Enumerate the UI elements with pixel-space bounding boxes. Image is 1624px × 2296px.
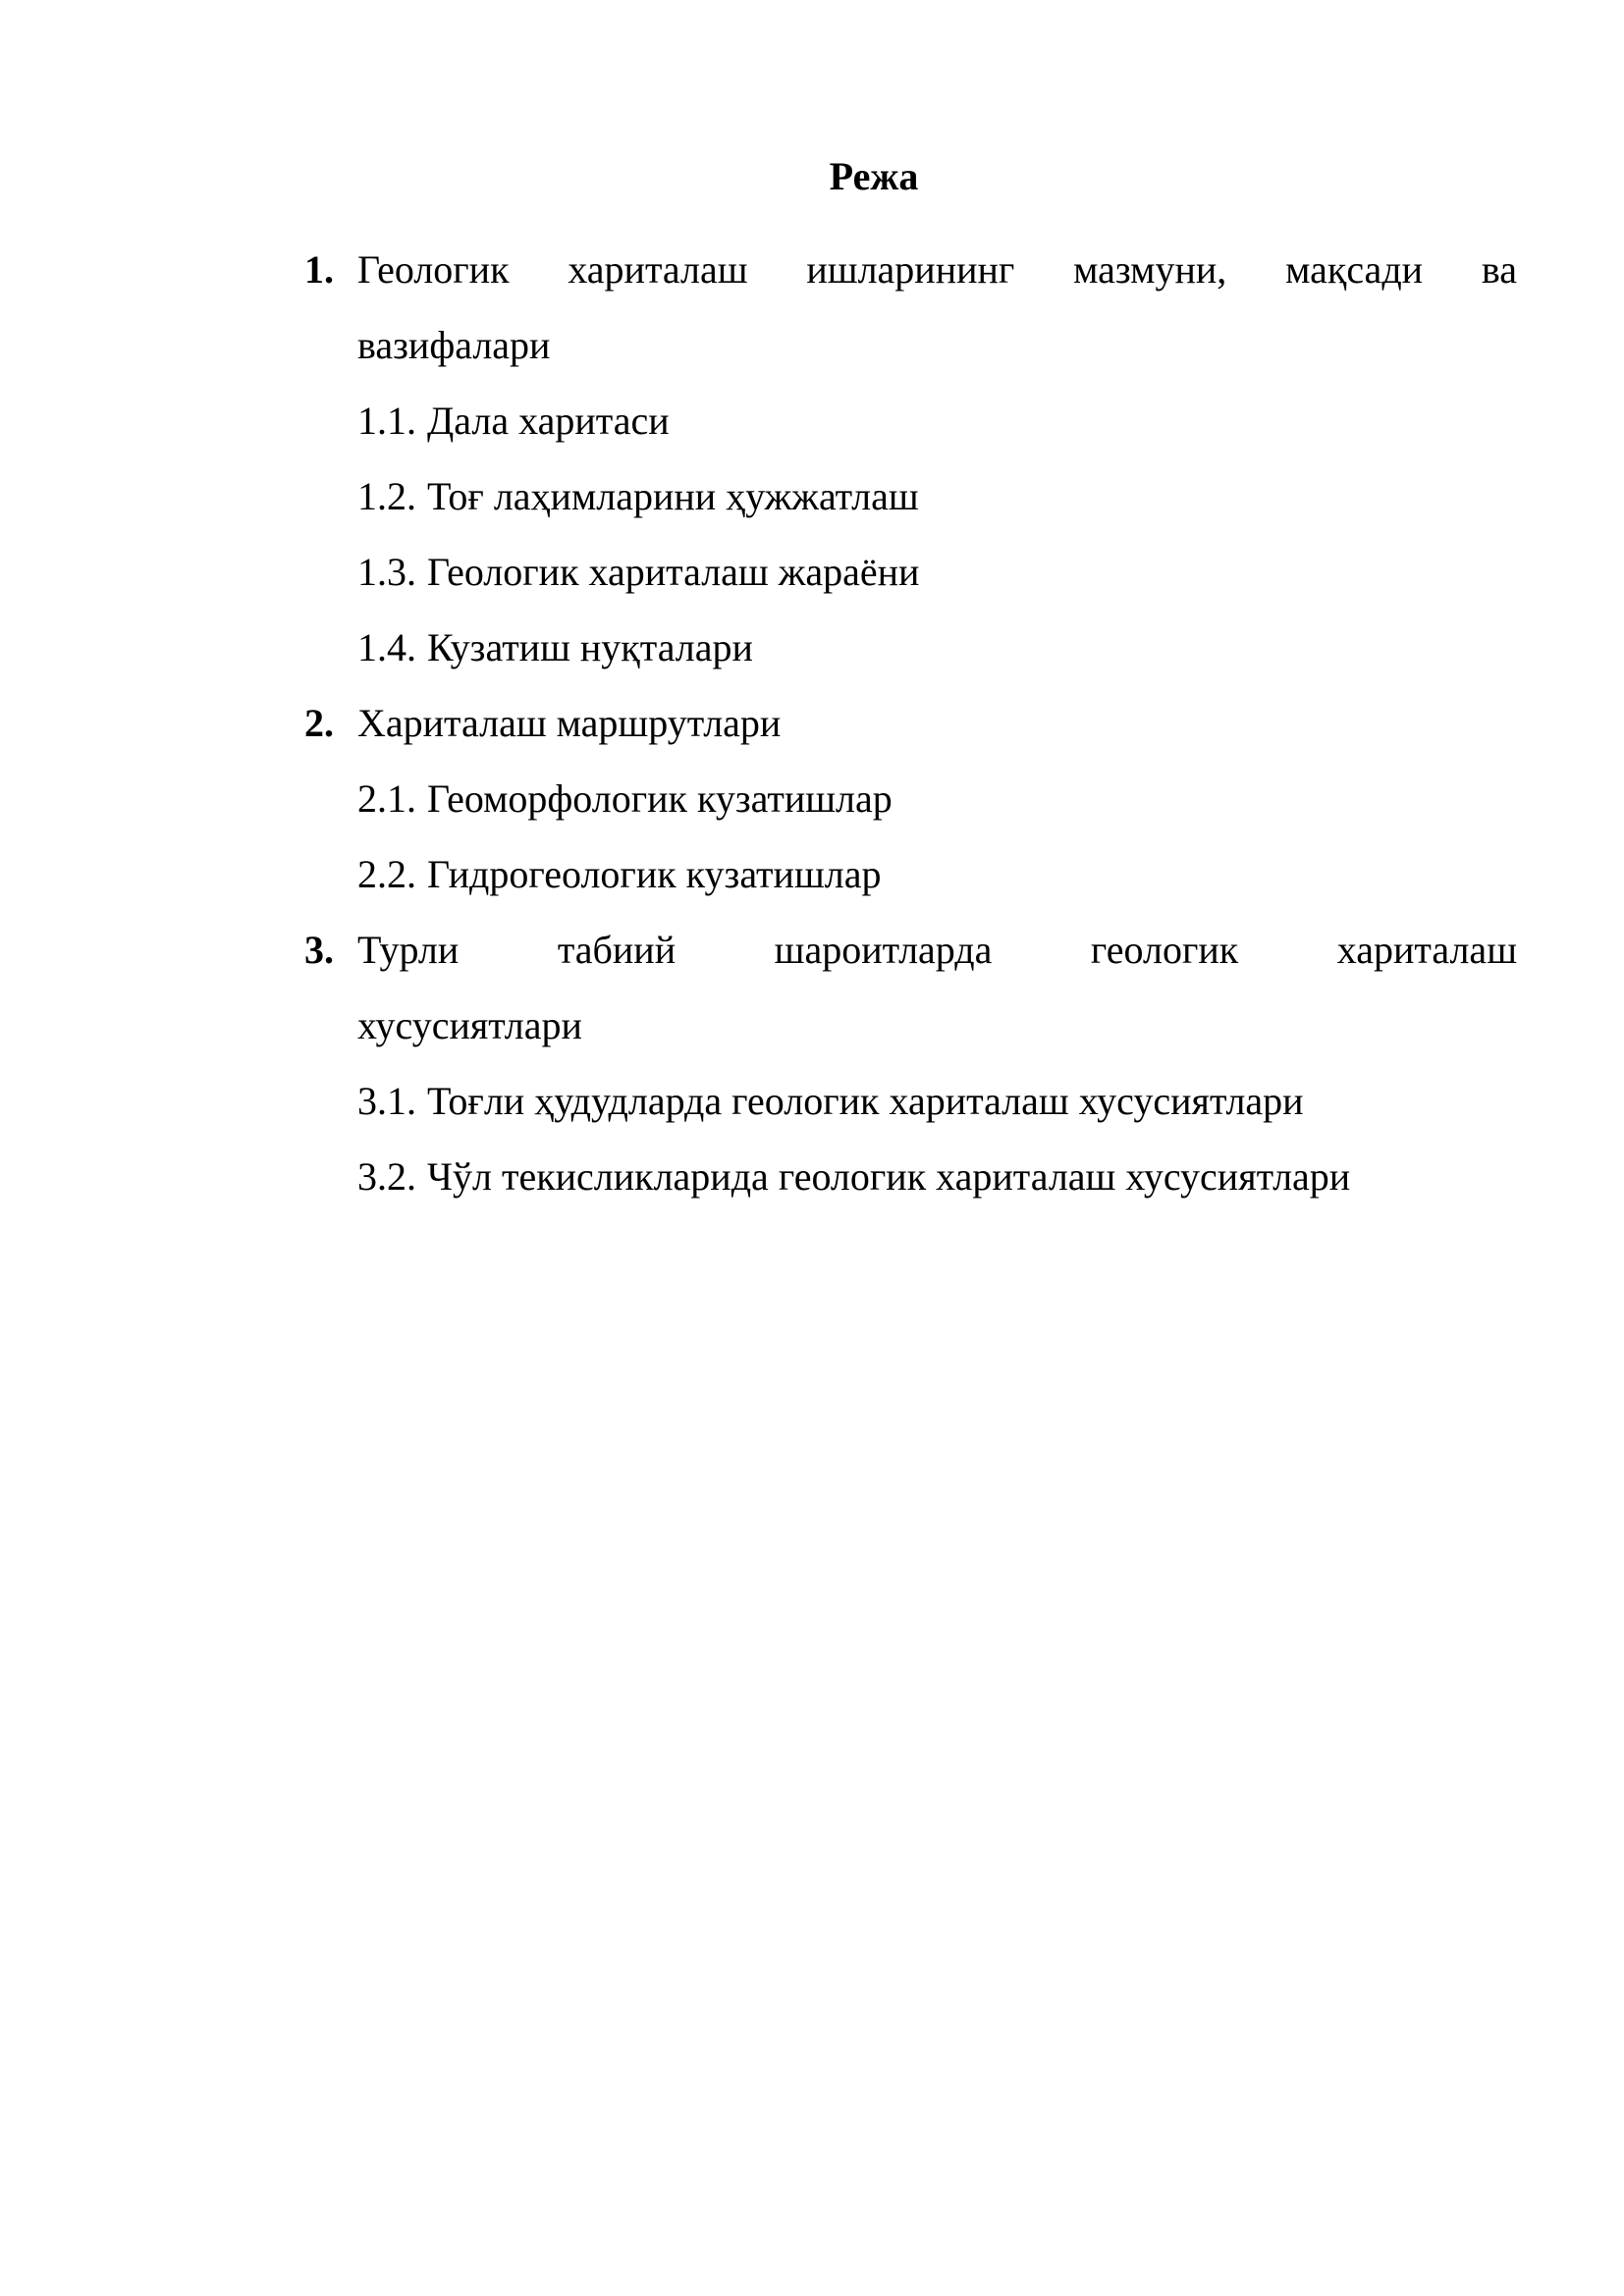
subsection-text: Кузатиш нуқталари xyxy=(427,625,753,669)
section-title: Хариталаш маршрутлари xyxy=(357,701,782,745)
subsection-number: 1.4. xyxy=(357,625,416,669)
subsection-text: Тоғ лаҳимларини ҳужжатлаш xyxy=(427,474,919,518)
subsection-number: 2.2. xyxy=(357,852,416,896)
subsection-item xyxy=(357,836,1517,912)
section-title: Турли табиий шароитларда геологик хариталаш xyxy=(357,928,1517,972)
subsection-text: Тоғли ҳудудларда геологик хариталаш хусусиятлари xyxy=(427,1079,1304,1123)
subsection-text: Гидрогеологик кузатишлар xyxy=(427,852,882,896)
subsection-item xyxy=(357,534,1517,610)
subsection-number: 1.1. xyxy=(357,399,416,443)
section-number: 1. xyxy=(304,247,334,292)
subsection-text: Дала харитаси xyxy=(427,399,670,443)
subsection-number: 2.1. xyxy=(357,776,416,821)
subsection-text: Чўл текисликларида геологик хариталаш хусусиятлари xyxy=(427,1154,1351,1199)
subsection-item xyxy=(357,383,1517,458)
section-title-continuation: вазифалари xyxy=(357,323,551,367)
subsection-number: 3.1. xyxy=(357,1079,416,1123)
subsection-item xyxy=(357,1063,1517,1139)
subsection-item xyxy=(357,761,1517,836)
section-title-continuation: хусусиятлари xyxy=(357,1003,582,1047)
subsection-number: 3.2. xyxy=(357,1154,416,1199)
section-2 xyxy=(304,685,1517,912)
section-number: 2. xyxy=(304,701,334,745)
plan-list xyxy=(304,232,1517,1214)
subsection-list xyxy=(304,383,1517,685)
section-number: 3. xyxy=(304,928,334,972)
subsection-number: 1.3. xyxy=(357,550,416,594)
subsection-number: 1.2. xyxy=(357,474,416,518)
subsection-item xyxy=(357,1139,1517,1214)
subsection-item xyxy=(357,458,1517,534)
subsection-item xyxy=(357,610,1517,685)
section-3 xyxy=(304,912,1517,1214)
subsection-text: Геологик хариталаш жараёни xyxy=(427,550,920,594)
section-1 xyxy=(304,232,1517,685)
subsection-text: Геоморфологик кузатишлар xyxy=(427,776,893,821)
subsection-list xyxy=(304,761,1517,912)
subsection-list xyxy=(304,1063,1517,1214)
section-title: Геологик хариталаш ишларининг мазмуни, мақсади ва xyxy=(357,247,1517,292)
page-title: Режа xyxy=(829,154,919,198)
